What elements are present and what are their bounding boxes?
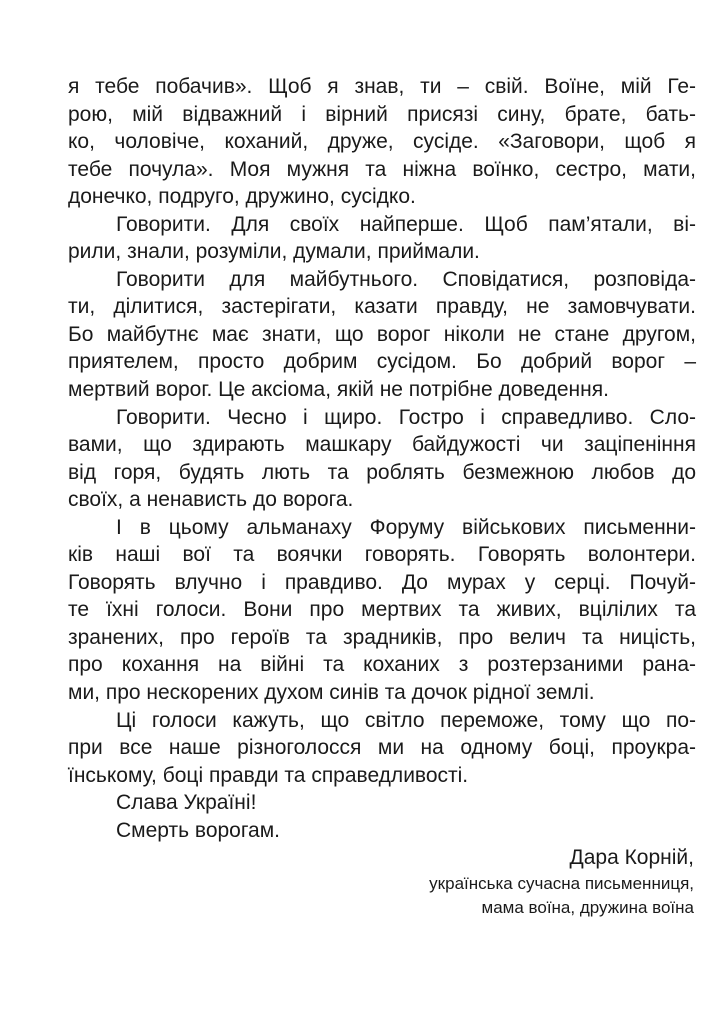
text-line: при все наше різноголосся ми на одному боці, проукра- [68,736,696,760]
text-line: Смерть ворогам. [116,818,281,842]
text-line: рили, знали, розуміли, думали, приймали. [68,240,480,264]
text-line: ми, про нескорених духом синів та дочок рідної землі. [68,681,595,705]
text-line: вами, що здирають машкару байдужості чи заціпеніння [68,433,696,457]
text-line: І в цьому альманаху Форуму військових письменни- [116,515,696,539]
author-role: мама воїна, дружина воїна [481,898,694,917]
text-line: від горя, будять лють та роблять безмежною любов до [68,460,696,484]
text-line: Говорять влучно і правдиво. До мурах у серці. Почуй- [68,570,696,594]
paragraph [68,514,696,707]
text-line: приятелем, просто добрим сусідом. Бо добрий ворог – [68,350,696,374]
text-line: зранених, про героїв та зрадників, про велич та ницість, [68,625,696,649]
text-line: тебе почула». Моя мужня та ніжна воїнко, сестро, мати, [68,157,696,181]
signature [429,844,694,920]
text-line: ків наші вої та воячки говорять. Говорять волонтери. [68,543,696,567]
text-line: рою, мій відважний і вірний присязі сину, брате, бать- [68,102,696,126]
paragraph [68,404,696,514]
text-line: ко, чоловіче, коханий, друже, сусіде. «Заговори, щоб я [68,130,696,154]
text-line: Ці голоси кажуть, що світло переможе, тому що по- [116,708,696,732]
text-line: мертвий ворог. Це аксіома, якій не потрібне доведення. [68,378,609,402]
text-line: те їхні голоси. Вони про мертвих та живих, вцілілих та [68,598,696,622]
paragraph [68,789,696,817]
text-line: Говорити. Чесно і щиро. Гостро і справедливо. Сло- [116,405,696,429]
body-text [68,73,696,844]
text-line: Говорити. Для своїх найперше. Щоб пам’ятали, ві- [116,212,696,236]
text-line: Слава Україні! [116,791,257,815]
text-line: їнському, боці правди та справедливості. [68,763,469,787]
paragraph [68,707,696,790]
paragraph [68,211,696,266]
author-name: Дара Корній, [569,846,694,869]
paragraph [68,817,696,845]
text-line: донечко, подруго, дружино, сусідко. [68,185,416,209]
text-line: я тебе побачив». Щоб я знав, ти – свій. Воїне, мій Ге- [68,75,696,98]
text-line: своїх, а ненависть до ворога. [68,488,354,512]
text-line: ти, ділитися, застерігати, казати правду, не замовчувати. [68,295,696,319]
author-role: українська сучасна письменниця, [429,874,694,893]
text-line: Бо майбутнє має знати, що ворог ніколи не стане другом, [68,322,696,346]
paragraph [68,73,696,211]
paragraph [68,266,696,404]
text-line: Говорити для майбутнього. Сповідатися, розповіда- [116,267,696,291]
text-line: про кохання на війні та коханих з розтерзаними рана- [68,653,696,677]
